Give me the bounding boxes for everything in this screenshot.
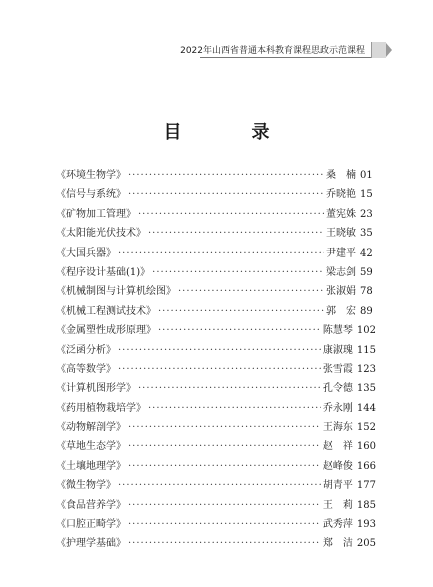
toc-entry-page: 185 xyxy=(356,499,376,511)
toc-entry-title: 《信号与系统》 xyxy=(56,189,126,201)
toc-entry[interactable] xyxy=(56,302,376,321)
toc-entry-page: 78 xyxy=(360,286,373,298)
toc-entry-author: 赵峰俊 xyxy=(322,460,353,472)
toc-leader-dots xyxy=(158,302,324,321)
toc-leader-dots xyxy=(118,244,324,263)
toc-entry-author: 张淑娟 xyxy=(326,286,356,298)
toc-entry-page: 102 xyxy=(356,325,376,337)
toc-leader-dots xyxy=(128,185,324,204)
toc-entry-title: 《土壤地理学》 xyxy=(56,460,126,472)
toc-entry-author: 王 莉 xyxy=(322,499,353,511)
toc-entry-title: 《口腔正畸学》 xyxy=(56,519,126,531)
toc-entry-page: 89 xyxy=(360,305,373,317)
toc-entry-page: 166 xyxy=(356,460,376,472)
toc-entry-title: 《微生物学》 xyxy=(56,480,116,492)
header-title: 2022年山西省普通本科教育课程思政示范课程 xyxy=(180,46,365,56)
toc-leader-dots xyxy=(138,379,321,398)
toc-leader-dots xyxy=(178,282,324,301)
toc-entry-page: 115 xyxy=(356,344,376,356)
header-rule xyxy=(200,57,377,58)
toc-leader-dots xyxy=(148,224,324,243)
toc-leader-dots xyxy=(118,476,321,495)
toc-entry[interactable] xyxy=(56,515,376,534)
toc-entry[interactable] xyxy=(56,321,376,340)
toc-entry-page: 193 xyxy=(356,519,376,531)
toc-entry[interactable] xyxy=(56,263,376,282)
toc-entry-page: 205 xyxy=(356,538,376,550)
toc-leader-dots xyxy=(128,515,321,534)
toc-entry[interactable] xyxy=(56,379,376,398)
toc-entry-page: 135 xyxy=(356,383,376,395)
toc-entry-title: 《护理学基础》 xyxy=(56,538,126,550)
toc-entry[interactable] xyxy=(56,534,376,553)
toc-entry[interactable] xyxy=(56,437,376,456)
header-tab-marker xyxy=(371,42,386,58)
toc-entry-page: 23 xyxy=(360,208,373,220)
toc-entry[interactable] xyxy=(56,205,376,224)
toc-leader-dots xyxy=(148,399,321,418)
toc-entry[interactable] xyxy=(56,457,376,476)
toc-entry-title: 《高等数学》 xyxy=(56,363,116,375)
toc-leader-dots xyxy=(118,360,321,379)
toc-entry-author: 张雪霞 xyxy=(322,363,353,375)
toc-entry[interactable] xyxy=(56,166,376,185)
toc-entry[interactable] xyxy=(56,399,376,418)
toc-entry-author: 孔令德 xyxy=(322,383,353,395)
toc-entry[interactable] xyxy=(56,496,376,515)
toc-entry[interactable] xyxy=(56,360,376,379)
toc-entry-author: 尹建平 xyxy=(326,247,356,259)
toc-entry-author: 郑 洁 xyxy=(322,538,353,550)
toc-entry[interactable] xyxy=(56,185,376,204)
toc-entry-page: 15 xyxy=(360,189,373,201)
toc-entry-author: 武秀萍 xyxy=(322,519,353,531)
toc-entry-author: 赵 祥 xyxy=(322,441,353,453)
table-of-contents xyxy=(56,166,376,554)
toc-entry-title: 《计算机图形学》 xyxy=(56,383,136,395)
toc-entry-author: 陈慧琴 xyxy=(322,325,353,337)
toc-entry-author: 郭 宏 xyxy=(326,305,356,317)
toc-entry-author: 胡青平 xyxy=(322,480,353,492)
toc-leader-dots xyxy=(128,437,321,456)
toc-leader-dots xyxy=(158,321,321,340)
toc-leader-dots xyxy=(128,496,321,515)
toc-entry-page: 42 xyxy=(360,247,373,259)
page-title: 目 录 xyxy=(163,122,296,143)
toc-leader-dots xyxy=(128,457,321,476)
toc-entry-author: 乔永刚 xyxy=(322,402,353,414)
toc-entry-title: 《大国兵器》 xyxy=(56,247,116,259)
toc-entry-author: 桑 楠 xyxy=(326,170,356,181)
toc-leader-dots xyxy=(128,534,321,553)
toc-entry[interactable] xyxy=(56,476,376,495)
toc-entry-page: 35 xyxy=(360,228,373,240)
toc-entry-title: 《太阳能光伏技术》 xyxy=(56,228,146,240)
toc-entry-title: 《金属塑性成形原理》 xyxy=(56,325,156,337)
toc-entry-page: 144 xyxy=(356,402,376,414)
toc-entry-title: 《环境生物学》 xyxy=(56,170,126,181)
toc-leader-dots xyxy=(118,341,321,360)
toc-entry-title: 《动物解剖学》 xyxy=(56,422,126,434)
toc-entry[interactable] xyxy=(56,418,376,437)
toc-entry-page: 160 xyxy=(356,441,376,453)
toc-entry-page: 152 xyxy=(356,422,376,434)
toc-entry-title: 《机械工程测试技术》 xyxy=(56,305,156,317)
toc-entry-title: 《泛函分析》 xyxy=(56,344,116,356)
toc-entry-title: 《食品营养学》 xyxy=(56,499,126,511)
toc-leader-dots xyxy=(128,418,321,437)
toc-entry-author: 康淑瑰 xyxy=(322,344,353,356)
toc-entry-title: 《矿物加工管理》 xyxy=(56,208,136,220)
toc-entry[interactable] xyxy=(56,282,376,301)
toc-entry[interactable] xyxy=(56,244,376,263)
toc-entry[interactable] xyxy=(56,224,376,243)
toc-entry-title: 《草地生态学》 xyxy=(56,441,126,453)
toc-leader-dots xyxy=(138,205,324,224)
toc-leader-dots xyxy=(152,263,324,282)
toc-entry-author: 董宪姝 xyxy=(326,208,356,220)
toc-entry-page: 01 xyxy=(360,170,373,181)
toc-entry[interactable] xyxy=(56,341,376,360)
toc-entry-title: 《程序设计基础(1)》 xyxy=(56,266,151,278)
running-header xyxy=(0,40,433,60)
toc-entry-title: 《机械制图与计算机绘图》 xyxy=(56,286,176,298)
toc-leader-dots xyxy=(128,166,324,185)
toc-entry-author: 乔晓艳 xyxy=(326,189,356,201)
toc-entry-page: 59 xyxy=(360,266,373,278)
toc-entry-title: 《药用植物栽培学》 xyxy=(56,402,146,414)
toc-entry-page: 123 xyxy=(356,363,376,375)
toc-entry-page: 177 xyxy=(356,480,376,492)
toc-entry-author: 王晓敏 xyxy=(326,228,356,240)
toc-entry-author: 王海东 xyxy=(322,422,353,434)
toc-entry-author: 梁志剑 xyxy=(326,266,356,278)
